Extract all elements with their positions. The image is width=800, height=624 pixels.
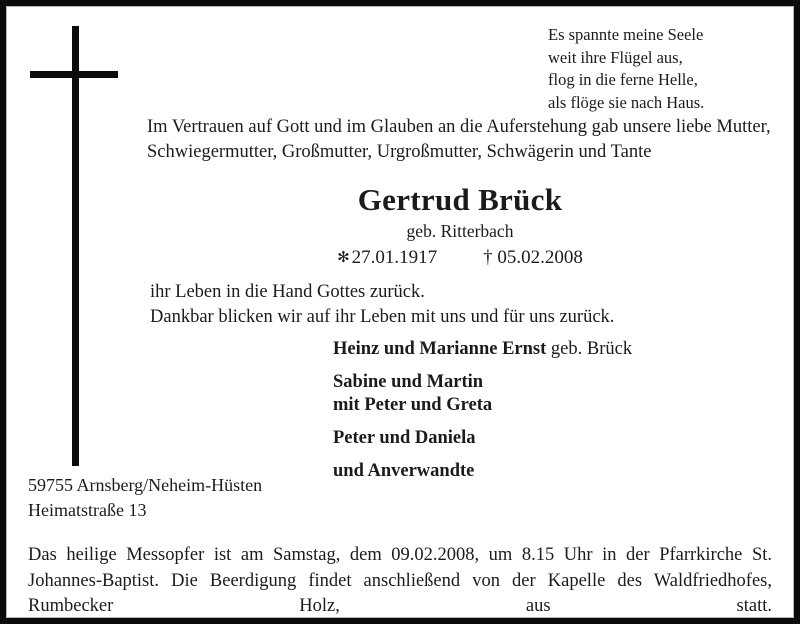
mourner-line	[333, 371, 733, 394]
mourner-line	[333, 394, 733, 417]
address-block	[28, 473, 448, 523]
closing-text	[150, 280, 780, 330]
cross-vertical-bar	[72, 26, 79, 466]
address-street-line: Heimatstraße 13	[28, 500, 147, 520]
mourner-name-suffix: geb. Brück	[546, 339, 633, 359]
mourner-group	[333, 427, 733, 450]
mourner-line	[333, 427, 733, 450]
mourner-name-bold: Peter und Daniela	[333, 428, 476, 448]
intro-paragraph: Im Vertrauen auf Gott und im Glauben an die Auferstehung gab unsere liebe Mutter, Schwiegermutter, Großmutter, Urgroßmutter, Schwägerin und Tante	[147, 117, 771, 162]
death-date: 05.02.2008	[497, 247, 583, 268]
deceased-dates	[140, 245, 780, 271]
service-details-paragraph: Das heilige Messopfer ist am Samstag, dem 09.02.2008, um 8.15 Uhr in der Pfarrkirche St. Johannes-Baptist. Die Beerdigung findet anschließend von der Kapelle des Waldfriedhofes, Rumbecker Holz, aus statt.	[28, 545, 772, 616]
deceased-name: Gertrud Brück	[357, 182, 563, 217]
mourner-group	[333, 371, 733, 417]
birth-date: 27.01.1917	[351, 247, 438, 268]
verse-line-1: Es spannte meine Seele	[548, 25, 704, 44]
mourners-list	[333, 338, 733, 483]
mourner-name-bold: und Anverwandte	[333, 461, 475, 481]
deceased-maiden-name: geb. Ritterbach	[406, 221, 514, 241]
mourner-name-bold: Sabine und Martin	[333, 372, 484, 392]
closing-line-1: ihr Leben in die Hand Gottes zurück.	[150, 282, 425, 302]
address-city-line: 59755 Arnsberg/Neheim-Hüsten	[28, 475, 263, 495]
memorial-verse	[548, 24, 792, 114]
verse-line-2: weit ihre Flügel aus,	[548, 47, 683, 67]
birth-star-icon: ✻	[337, 250, 350, 266]
mourner-group	[333, 338, 733, 361]
verse-line-4: als flöge sie nach Haus.	[548, 92, 705, 112]
closing-line-2: Dankbar blicken wir auf ihr Leben mit uns und für uns zurück.	[150, 307, 615, 327]
christian-cross-icon	[30, 26, 122, 466]
mourner-line	[333, 338, 733, 361]
deceased-block	[140, 182, 780, 271]
death-cross-icon: †	[483, 247, 493, 268]
mourner-name-bold: mit Peter und Greta	[333, 395, 493, 415]
cross-horizontal-bar	[30, 71, 118, 78]
mourner-name-bold: Heinz und Marianne Ernst	[333, 339, 547, 359]
verse-line-3: flog in die ferne Helle,	[548, 70, 698, 89]
